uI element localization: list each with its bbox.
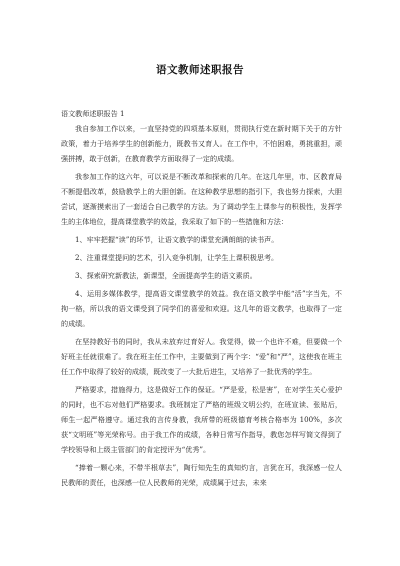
list-item: 4、运用多媒体教学，提高语文课堂教学的效益。我在语文教学中能“活”字当先，不拘一格，所以我的语文课受到了同学们的喜爱和欢迎。这几年的语文教学，也取得了一定的成绩。 [61,289,342,328]
paragraph: 在坚持教好书的同时，我从未放弃过育好人。我觉得，做一个也许不难，但要做一个好班主任就很难了。我在班主任工作中，主要做到了两个字：“爱”和“严”，这使我在班主任工作中取得了较好的成绩，既改变了一大批后进生，又培养了一批优秀的学生。 [61,337,342,376]
report-subtitle: 语文教师述职报告 1 [61,109,125,118]
paragraph: “捧着一颗心来，不带半根草去”，陶行知先生的真知灼言，言犹在耳，我深感一位人民教师的责任，也深感一位人民教师的光荣，成绩属于过去，未来 [61,463,342,487]
list-item: 3、探索研究新教法，新课型，全面提高学生的语文素质。 [75,271,257,280]
list-item: 1、牢牢把握“读”的环节，让语文教学的课堂充满朗朗的读书声。 [75,235,279,244]
paragraph: 我自参加工作以来，一直坚持党的四项基本原则，贯彻执行党在新时期下关于的方针政策，着力于培养学生的创新能力，既教书又育人。在工作中，不怕困难，勇挑重担，顽强拼搏，敢于创新，在教育教学方面取得了一定的成绩。 [61,124,342,163]
document-body [61,106,342,490]
paragraph: 严格要求，措施得力，这是做好工作的保证。“严是爱，松是害”，在对学生关心爱护的同时，也不忘对他们严格要求。我班制定了严格的班级文明公约，在班宣读、张贴后，师生一起严格遵守。通过我的言传身教，我所带的班级德育考核合格率为 100%，多次获“文明班”等光荣称号。由于我工作的成绩，各种日常写作指导，教您怎样写简文得到了学校领导和上级主管部门的肯定授评为“优秀”。 [61,385,342,454]
document-title: 语文教师述职报告 [156,64,244,76]
paragraph: 我参加工作的这六年，可以说是不断改革和探索的几年。在这几年里，市、区教育局不断提倡改革，鼓励教学上的大胆创新。在这种教学思想的指引下，我也努力探索，大胆尝试，逐渐摸索出了一套适合自己教学的方法。为了调动学生上课参与的积极性，发挥学生的主体地位，提高课堂教学的效益，我采取了如下的一些措施和方法： [61,172,342,226]
list-item: 2、注重课堂提问的艺术，引入竞争机制，让学生上课积极思考。 [75,253,279,262]
